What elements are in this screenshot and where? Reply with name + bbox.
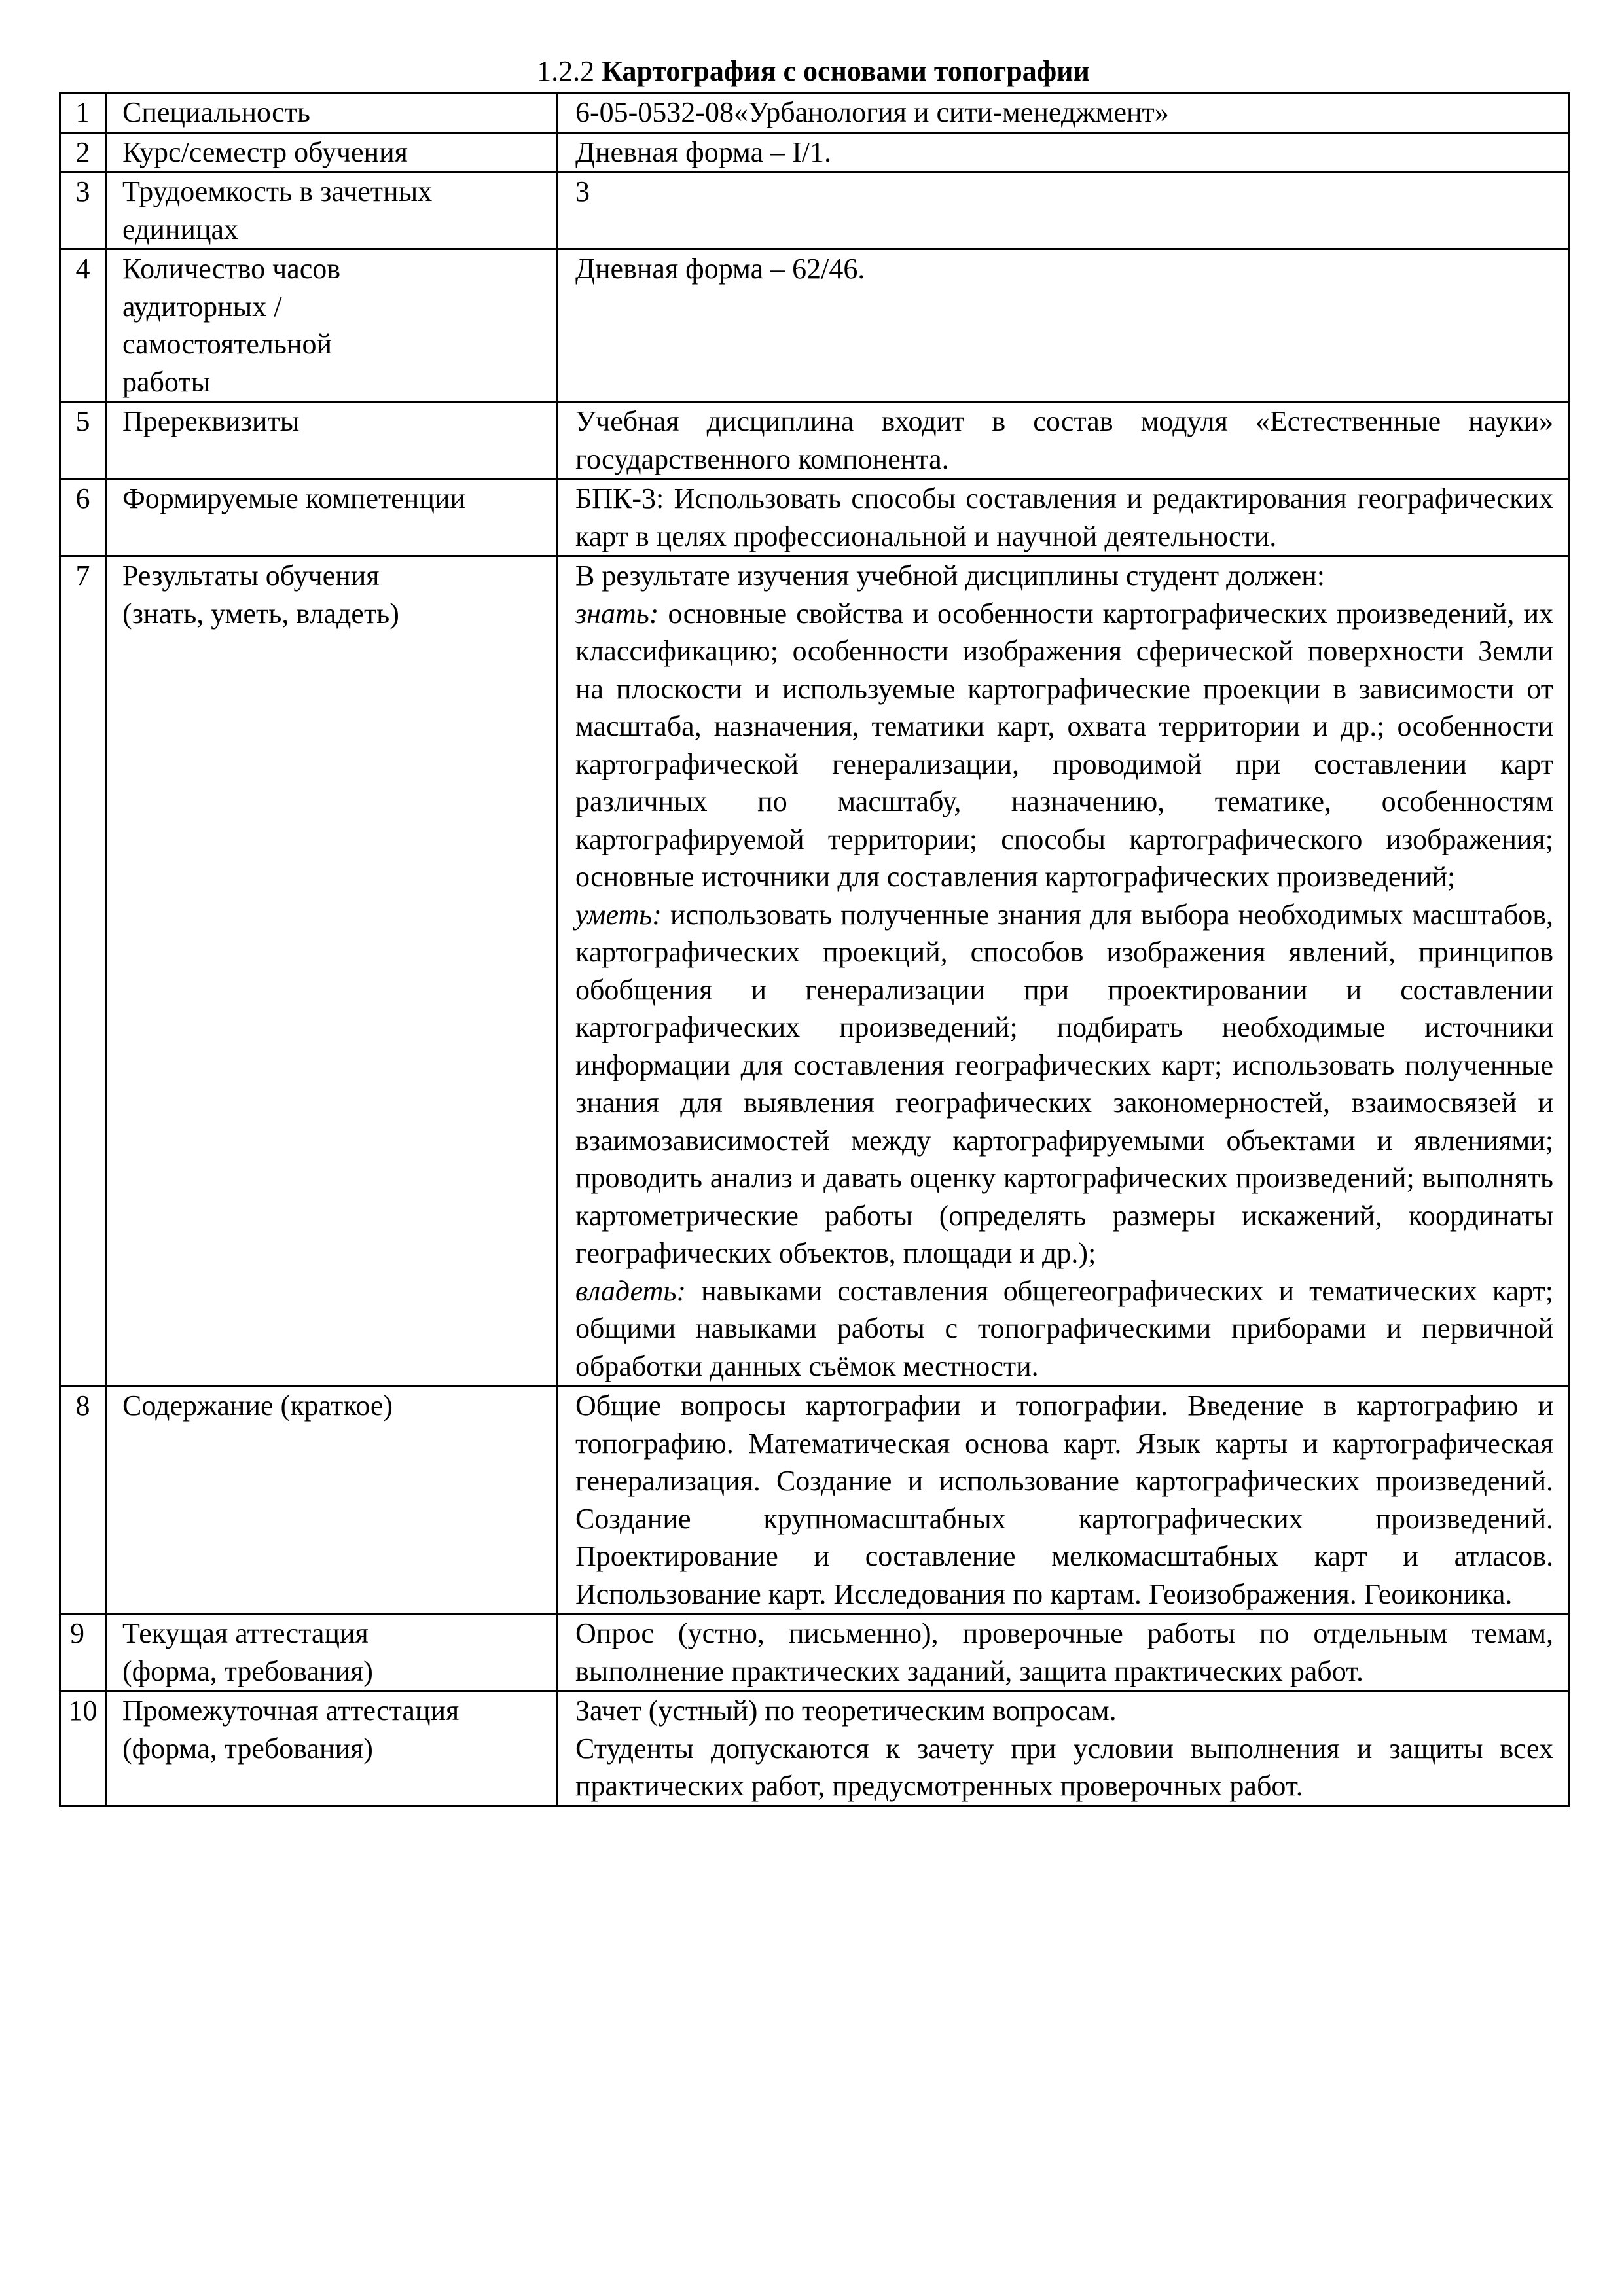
row-number: 5 [60, 402, 106, 479]
table-row [60, 1614, 1569, 1691]
row-number: 1 [60, 93, 106, 133]
table-row [60, 402, 1569, 479]
table-row [60, 1691, 1569, 1806]
row-value: Опрос (устно, письменно), проверочные работы по отдельным темам, выполнение практических заданий, защита практических работ. [558, 1614, 1569, 1691]
learning-outcomes [558, 556, 1569, 1386]
section-number: 1.2.2 [537, 55, 595, 87]
page-title [59, 54, 1568, 89]
outcomes-can [575, 896, 1553, 1272]
row-value: 3 [558, 172, 1569, 249]
row-label-line: (форма, требования) [122, 1732, 373, 1765]
row-value: Учебная дисциплина входит в состав модуля «Естественные науки» государственного компонента. [558, 402, 1569, 479]
row-label: Специальность [106, 93, 558, 133]
row-number: 2 [60, 132, 106, 172]
row-number: 4 [60, 249, 106, 402]
row-label-line: (знать, уметь, владеть) [122, 597, 399, 630]
row-label: Количество часов аудиторных / самостоятельной работы [106, 249, 558, 402]
row-label: Трудоемкость в зачетных единицах [106, 172, 558, 249]
table-row [60, 249, 1569, 402]
row-label-line: Текущая аттестация [122, 1617, 369, 1649]
row-label: Формируемые компетенции [106, 479, 558, 556]
row-value: Дневная форма – I/1. [558, 132, 1569, 172]
outcomes-know [575, 595, 1553, 896]
row-number: 8 [60, 1386, 106, 1614]
row-value: Дневная форма – 62/46. [558, 249, 1569, 402]
row-value: Общие вопросы картографии и топографии. Введение в картографию и топографию. Математическая основа карт. Язык карты и картографическая генерализация. Создание и использование картографических произведений. Создание крупномасштабных картографических произведений. Проектирование и составление мелкомасштабных карт и атласов. Использование карт. Исследования по картам. Геоизображения. Геоиконика. [558, 1386, 1569, 1614]
can-term: уметь: [575, 898, 662, 931]
can-text: использовать полученные знания для выбора необходимых масштабов, картографических проекций, способов изображения явлений, принципов обобщения и генерализации при проектировании и составлении картографических произведений; подбирать необходимые источники информации для составления географических карт; использовать полученные знания для выявления географических закономерностей, взаимосвязей и взаимозависимостей между картографируемыми объектами и явлениями; проводить анализ и давать оценку картографических произведений; выполнять картометрические работы (определять размеры искажений, координаты географических объектов, площади и др.); [575, 898, 1553, 1269]
row-value: БПК-3: Использовать способы составления и редактирования географических карт в целях профессиональной и научной деятельности. [558, 479, 1569, 556]
know-text: основные свойства и особенности картографических произведений, их классификацию; особенности изображения сферической поверхности Земли на плоскости и используемые картографические проекции в зависимости от масштаба, назначения, тематики карт, охвата территории и др.; особенности картографической генерализации, проводимой при составлении карт различных по масштабу, назначению, тематике, особенностям картографируемой территории; способы картографического изображения; основные источники для составления картографических произведений; [575, 597, 1553, 893]
row-label [106, 1614, 558, 1691]
row-number: 10 [60, 1691, 106, 1806]
table-row [60, 1386, 1569, 1614]
row-value [558, 1691, 1569, 1806]
discipline-table [59, 92, 1570, 1807]
row-label: Пререквизиты [106, 402, 558, 479]
outcomes-own [575, 1272, 1553, 1386]
table-row [60, 93, 1569, 133]
row-label-line: Результаты обучения [122, 560, 380, 592]
table-row [60, 132, 1569, 172]
row-number: 6 [60, 479, 106, 556]
row-label [106, 556, 558, 1386]
row-value-line: Зачет (устный) по теоретическим вопросам. [575, 1695, 1117, 1727]
table-row [60, 479, 1569, 556]
outcomes-intro: В результате изучения учебной дисциплины студент должен: [575, 560, 1326, 592]
know-term: знать: [575, 597, 659, 630]
own-text: навыками составления общегеографических и тематических карт; общими навыками работы с топографическими приборами и первичной обработки данных съёмок местности. [575, 1274, 1553, 1382]
row-number: 9 [60, 1614, 106, 1691]
row-label-line: (форма, требования) [122, 1655, 373, 1687]
row-label [106, 1691, 558, 1806]
row-value-line: Студенты допускаются к зачету при условии выполнения и защиты всех практических работ, предусмотренных проверочных работ. [575, 1732, 1553, 1802]
table-row [60, 556, 1569, 1386]
row-label: Курс/семестр обучения [106, 132, 558, 172]
section-title: Картография с основами топографии [602, 55, 1090, 87]
row-label-line: Промежуточная аттестация [122, 1695, 460, 1727]
row-label: Содержание (краткое) [106, 1386, 558, 1614]
row-value: 6-05-0532-08«Урбанология и сити-менеджмент» [558, 93, 1569, 133]
table-row [60, 172, 1569, 249]
row-number: 3 [60, 172, 106, 249]
row-number: 7 [60, 556, 106, 1386]
own-term: владеть: [575, 1274, 687, 1307]
